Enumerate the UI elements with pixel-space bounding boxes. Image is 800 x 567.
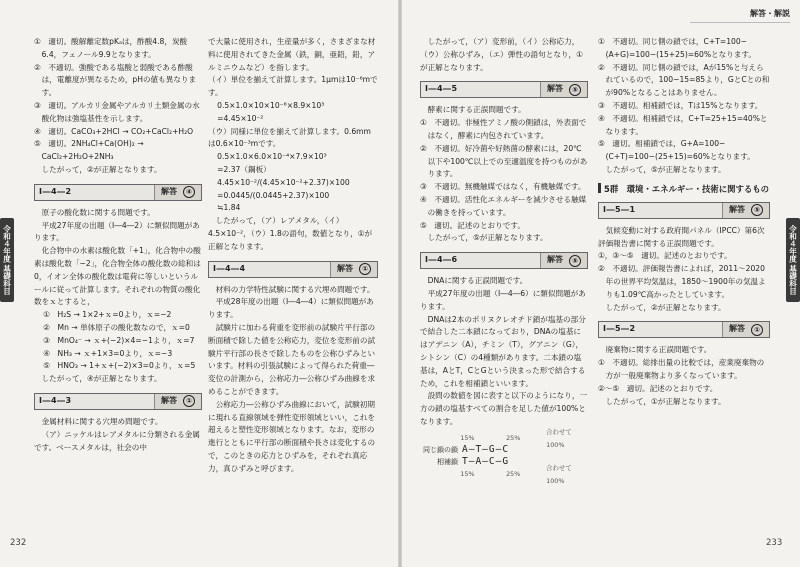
- paragraph: 気候変動に対する政府間パネル（IPCC）第6次評価報告書に関する正誤問題です。: [598, 225, 765, 248]
- dna-percent: 25%: [506, 434, 521, 443]
- page-number-right: 233: [766, 538, 783, 548]
- column-2: [208, 36, 378, 536]
- answer-item: ① 不適切。非極性アミノ酸の側鎖は，外表面ではなく，酵素に内包されています。: [420, 118, 587, 140]
- calc-line: ≒1.84: [217, 203, 241, 213]
- conclusion: したがって，⑤が正解となります。: [427, 233, 548, 243]
- answer-box: [330, 262, 377, 277]
- conclusion: したがって，（ア）レアメタル，（イ）4.5×10⁻²，（ウ）1.8の語句，数値となり，①が正解となります。: [208, 216, 373, 251]
- answer-number: ①: [751, 324, 763, 336]
- answer-label: 解答: [161, 186, 177, 196]
- answer-item: ④ 不適切。相補鎖では，C+T=25+15=40%となります。: [598, 113, 768, 136]
- answer-item: ⑤ 適切。記述のとおりです。: [420, 220, 525, 230]
- answer-label: 解答: [337, 263, 353, 273]
- question-header: [208, 261, 378, 278]
- paragraph: 材料の力学特性試験に関する穴埋め問題です。: [215, 284, 375, 294]
- calc-line: ③ MnO₄⁻ → ｘ+(−2)×4=−1より，ｘ=7: [43, 335, 195, 345]
- question-id: Ⅰ―5―2: [603, 324, 636, 334]
- answer-item: ④ 不適切。活性化エネルギーを減少させる触媒の働きを持っています。: [420, 194, 587, 217]
- dna-strand-label: 相補鎖: [437, 458, 458, 467]
- question-id: Ⅰ―4―6: [425, 255, 458, 265]
- conclusion: したがって，⑤が正解となります。: [605, 164, 726, 174]
- paragraph: （ア）ニッケルはレアメタルに分類される金属です。ベースメタルは，社会の中: [34, 429, 200, 452]
- paragraph: DNAに関する正誤問題です。: [427, 276, 528, 286]
- conclusion: したがって，①が正解となります。: [605, 396, 726, 406]
- section-header: 解答・解説: [690, 6, 790, 23]
- answer-item: ③ 不適切。相補鎖では，Tは15%となります。: [598, 100, 763, 110]
- paragraph: 平成27年度の出題（Ⅰ―4―2）に類似問題があります。: [34, 220, 200, 243]
- group-heading: [598, 183, 770, 195]
- page-number-left: 232: [10, 538, 27, 548]
- calc-line: =2.37（鋼板）: [217, 164, 271, 174]
- question-id: Ⅰ―4―4: [213, 263, 246, 273]
- conclusion: したがって，④が正解となります。: [41, 374, 162, 384]
- calc-line: ② Mn → 単体原子の酸化数なので，ｘ=0: [43, 322, 190, 332]
- answer-item: ② 不適切。強酸である塩酸と弱酸である酢酸は，電離度が異なるため，pHの値も異なります。: [34, 62, 197, 98]
- dna-percent: 合わせて100%: [546, 463, 572, 485]
- dna-percent: 15%: [460, 434, 475, 443]
- column-4: [598, 36, 770, 536]
- book-spine: [398, 0, 402, 567]
- calc-line: ④ NH₃ → ｘ+1×3=0より，ｘ=−3: [43, 348, 173, 358]
- question-id: Ⅰ―5―1: [603, 204, 636, 214]
- side-tab-left: 令和４年度 基礎科目: [0, 218, 14, 302]
- paragraph: 酵素に関する正誤問題です。: [427, 105, 526, 115]
- answer-label: 解答: [729, 204, 745, 214]
- dna-diagram: [420, 427, 588, 485]
- answer-number: ①: [359, 263, 371, 275]
- answer-item: ② 不適切。評価報告書によれば，2011〜2020年の世界平均気温は，1850〜1900年の気温よりも1.09℃高かったとしています。: [598, 264, 766, 299]
- paragraph: 原子の酸化数に関する問題です。: [41, 207, 155, 217]
- paragraph: 平成28年度の出題（Ⅰ―4―4）に類似問題があります。: [208, 297, 374, 320]
- answer-label: 解答: [547, 255, 563, 265]
- paragraph: 化合物中の水素は酸化数「+1」，化合物中の酸素は酸化数「−2」，化合物全体の酸化数の総和は0，イオン全体の酸化数は電荷に等しいというルールに従って計算します。それぞれの物質の酸化数をｘとすると，: [34, 246, 201, 307]
- answer-box: [154, 394, 201, 409]
- answer-box: [154, 185, 201, 200]
- dna-percent: 15%: [460, 470, 475, 479]
- paragraph: 試験片に加わる荷重を変形前の試験片平行部の断面積で除した値を公称応力，変位を変形前の試験片平行部の長さで除したものを公称ひずみといいます。材料の引張試験によって得られた荷重―変位の計測から，公称応力―公称ひずみ曲線を求めることができます。: [208, 322, 376, 396]
- question-header: [420, 81, 588, 98]
- paragraph: 公称応力―公称ひずみ曲線において，試験初期に現れる直線領域を弾性変形領域といい，これを超えると塑性変形領域となります。なお，変形の進行とともに平行部の断面積や長さは変化するので，このときの応力とひずみを，それぞれ真応力，真ひずみと呼びます。: [208, 399, 376, 473]
- answer-number: ①: [183, 395, 195, 407]
- conclusion: したがって，②が正解となります。: [41, 164, 162, 174]
- answer-number: ⑤: [751, 204, 763, 216]
- answer-label: 解答: [729, 324, 745, 334]
- dna-percent: 25%: [506, 470, 521, 479]
- question-header: [420, 252, 588, 269]
- conclusion: したがって，②が正解となります。: [605, 302, 726, 312]
- answer-number: ④: [183, 186, 195, 198]
- dna-strand: A―T―G―C: [462, 444, 510, 456]
- answer-box: [540, 82, 587, 97]
- answer-number: ⑤: [569, 255, 581, 267]
- answer-item: ① 適切。酸解離定数pKₐは，酢酸4.8，炭酸6.4，フェノール9.9となります。: [34, 37, 188, 59]
- question-header: [598, 321, 770, 338]
- dna-strand-label: 同じ鎖の鎖: [423, 446, 458, 455]
- dna-percent-row: [420, 463, 588, 485]
- calc-line: =0.0445/(0.0445+2.37)×100: [217, 190, 330, 200]
- answer-item: ② 不適切。好冷菌や好熱菌の酵素には，20℃以下や100℃以上での至適温度を持つものがあります。: [420, 143, 588, 179]
- dna-percent-row: [420, 427, 588, 449]
- side-tab-right: 令和４年度 基礎科目: [786, 218, 800, 302]
- question-id: Ⅰ―4―2: [39, 186, 72, 196]
- answer-box: [540, 253, 587, 268]
- column-3: [420, 36, 588, 536]
- paragraph: DNAは2本のポリヌクレオチド鎖が塩基の部分で結合した二本鎖になっており，DNAの塩基にはアデニン（A），チミン（T），グアニン（G），シトシン（C）の4種類があります。二本鎖の塩基は，AとT，CとGという決まった形で結合するため，これを相補鎖といいます。: [420, 314, 586, 388]
- calc-line: =4.45×10⁻²: [217, 113, 264, 123]
- answer-box: [722, 322, 769, 337]
- group-heading-text: 5群 環境・エネルギー・技術に関するもの: [604, 183, 769, 194]
- calc-line: ① H₂S → 1×2+ｘ=0より，ｘ=−2: [43, 310, 172, 320]
- answer-item: ① 不適切。同じ側の鎖では，C+T=100−(A+G)=100−(15+25)=60%となります。: [598, 37, 756, 59]
- paragraph: で大量に使用され，生産量が多く，さまざまな材料に使用されてきた金属（鉄，銅，亜鉛，鉛，アルミニウムなど）を指します。: [208, 37, 376, 72]
- answer-item: ③ 適切。アルカリ金属やアルカリ土類金属の水酸化物は強塩基性を示します。: [34, 100, 200, 123]
- conclusion: したがって，（ア）変形前，（イ）公称応力，（ウ）公称ひずみ，（エ）弾性の語句となり，①が正解となります。: [420, 37, 583, 72]
- calc-line: ⑤ HNO₃ → 1+ｘ+(−2)×3=0より，ｘ=5: [43, 361, 196, 371]
- answer-label: 解答: [547, 84, 563, 94]
- dna-percent: 合わせて100%: [546, 427, 572, 449]
- answer-item: ③ 不適切。無機触媒ではなく，有機触媒です。: [420, 182, 586, 192]
- paragraph: 金属材料に関する穴埋め問題です。: [41, 416, 163, 426]
- answer-item: ④ 適切。CaCO₃+2HCl → CO₂+CaCl₂+H₂O: [34, 126, 194, 136]
- group-bar: [598, 183, 601, 193]
- question-header: [34, 393, 202, 410]
- calc-line: 0.5×1.0×10×10⁻⁶×8.9×10³: [217, 100, 325, 110]
- answer-item: ⑤ 適切。2NH₄Cl+Ca(OH)₂ → CaCl₂+2H₂O+2NH₃: [34, 139, 144, 162]
- paragraph: （ウ）同様に単位を揃えて計算します。0.6mmは0.6×10⁻³mです。: [208, 126, 371, 149]
- answer-item: ② 不適切。同じ側の鎖では，Aが15%と与えられているので，100−15=85より，GとCとの和が90%となることはありません。: [598, 62, 770, 98]
- answer-item: ②〜⑤ 適切。記述のとおりです。: [598, 383, 718, 393]
- question-id: Ⅰ―4―5: [425, 84, 458, 94]
- answer-number: ⑤: [569, 84, 581, 96]
- answer-item: ①，③〜⑤ 適切。記述のとおりです。: [598, 251, 732, 261]
- answer-box: [722, 203, 769, 218]
- question-header: [34, 184, 202, 201]
- calc-line: 0.5×1.0×6.0×10⁻⁴×7.9×10³: [217, 152, 327, 162]
- question-id: Ⅰ―4―3: [39, 396, 72, 406]
- answer-item: ① 不適切。総排出量の比較では，産業廃棄物の方が一般廃棄物より多くなっています。: [598, 358, 765, 380]
- dna-strand: T―A―C―G: [462, 456, 510, 468]
- paragraph: 設問の数値を図に表すと以下のようになり，一方の鎖の塩基すべての割合を足した値が100%となります。: [420, 391, 588, 426]
- column-1: [34, 36, 202, 536]
- answer-label: 解答: [161, 396, 177, 406]
- paragraph: （イ）単位を揃えて計算します。1μmは10⁻⁶mです。: [208, 75, 378, 98]
- calc-line: 4.45×10⁻²/(4.45×10⁻²+2.37)×100: [217, 177, 350, 187]
- answer-item: ⑤ 適切。相補鎖では，G+A=100−(C+T)=100−(25+15)=60%となります。: [598, 139, 755, 162]
- paragraph: 平成27年度の出題（Ⅰ―4―6）に類似問題があります。: [420, 288, 586, 311]
- paragraph: 廃棄物に関する正誤問題です。: [605, 345, 712, 355]
- question-header: [598, 202, 770, 219]
